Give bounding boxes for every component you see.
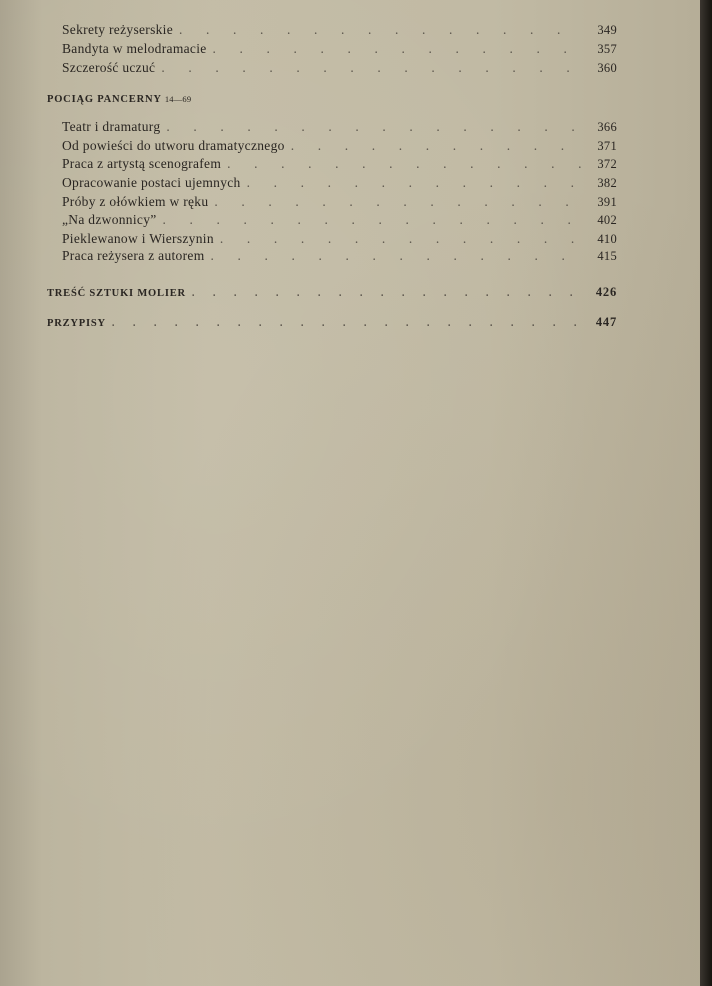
dot-leader <box>214 231 583 247</box>
toc-entry-page: 357 <box>597 42 617 56</box>
toc-entry <box>62 248 617 266</box>
page-edge-shadow <box>700 0 712 986</box>
toc-entry-page: 360 <box>597 61 617 75</box>
dot-leader <box>241 175 583 191</box>
toc-entry-title: Teatr i dramaturg <box>62 119 161 134</box>
toc-entry-title: „Na dzwonnicy” <box>62 212 157 227</box>
dot-leader <box>160 119 583 135</box>
dot-leader <box>208 194 583 210</box>
toc-entry <box>62 175 617 193</box>
section-page-range: 14—69 <box>164 94 192 104</box>
toc-entry <box>62 60 617 78</box>
toc-entry-major <box>47 315 617 333</box>
toc-entry-title: Opracowanie postaci ujemnych <box>62 175 241 190</box>
toc-entry-page: 402 <box>597 213 617 227</box>
dot-leader <box>157 212 583 228</box>
toc-entry-page: 366 <box>597 120 617 134</box>
toc-entry-title: Sekrety reżyserskie <box>62 22 174 37</box>
toc-entry-title: Praca reżysera z autorem <box>62 248 205 263</box>
toc-entry-title: Pieklewanow i Wierszynin <box>62 231 214 246</box>
dot-leader <box>285 138 583 154</box>
toc-entry-page: 391 <box>597 195 617 209</box>
dot-leader <box>207 41 583 57</box>
dot-leader <box>186 288 583 299</box>
toc-entry-page: 372 <box>597 157 617 171</box>
toc-entry-page: 371 <box>597 139 617 153</box>
toc-entry <box>62 119 617 137</box>
toc-entry-page: 415 <box>597 249 617 263</box>
dot-leader <box>173 22 583 38</box>
section-header <box>47 94 191 105</box>
toc-entry-title: Od powieści do utworu dramatycznego <box>62 138 285 153</box>
toc-entry <box>62 194 617 212</box>
dot-leader <box>221 156 583 172</box>
toc-entry <box>62 41 617 59</box>
toc-entry <box>62 156 617 174</box>
toc-entry-title: Szczerość uczuć <box>62 60 156 75</box>
toc-entry-page: 447 <box>595 315 617 329</box>
toc-entry-title: Praca z artystą scenografem <box>62 156 222 171</box>
toc-entry-page: 410 <box>597 232 617 246</box>
toc-entry <box>62 22 617 40</box>
toc-entry-page: 426 <box>595 285 617 299</box>
dot-leader <box>106 318 583 329</box>
toc-entry-major <box>47 285 617 303</box>
toc-entry-title: Bandyta w melodramacie <box>62 41 207 56</box>
dot-leader <box>205 248 584 264</box>
toc-entry-title: Próby z ołówkiem w ręku <box>62 194 209 209</box>
dot-leader <box>155 60 583 76</box>
toc-entry <box>62 231 617 249</box>
toc-entry <box>62 212 617 230</box>
toc-entry-page: 349 <box>597 23 617 37</box>
toc-entry-page: 382 <box>597 176 617 190</box>
toc-entry-title: TREŚĆ SZTUKI MOLIER <box>47 288 186 299</box>
toc-entry-title: PRZYPISY <box>47 318 106 329</box>
toc-entry <box>62 138 617 156</box>
section-title: POCIĄG PANCERNY <box>47 94 162 105</box>
